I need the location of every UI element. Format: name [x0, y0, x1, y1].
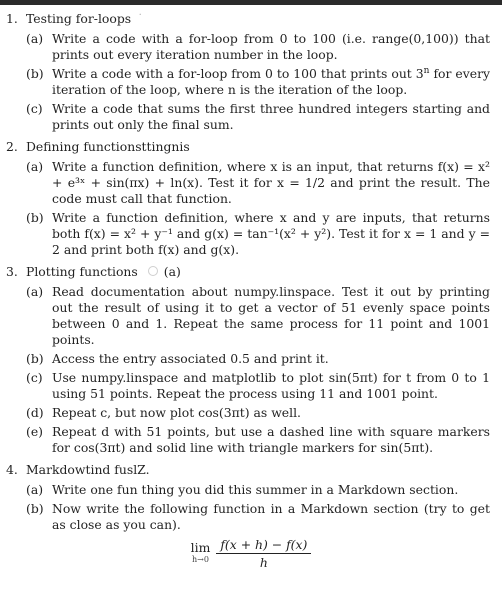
section-2: [6, 139, 496, 258]
item-list: [6, 284, 496, 456]
item-list: [6, 159, 496, 258]
section-heading-extra: (a): [163, 264, 181, 279]
section-4: [6, 462, 496, 570]
document-page: [0, 11, 502, 570]
faint-mark-icon: ˙: [137, 11, 144, 26]
section-title: [6, 11, 496, 27]
list-item: (b) Now write the following function in a Markdown section (try to get as close as you can).: [26, 501, 490, 532]
list-item: (a) Read documentation about numpy.linspace. Test it out by printing out the result of using it to get a vector of 51 evenly space points between 0 and 1. Repeat the same process for 11 point and 1001 points.: [26, 284, 490, 347]
limit-operator: lim h→0: [190, 539, 211, 564]
limit-formula: [6, 537, 496, 570]
item-list: [6, 482, 496, 533]
item-list: [6, 31, 496, 133]
top-bar: [0, 0, 502, 5]
list-item: (a) Write a code with a for-loop from 0 to 100 (i.e. range(0,100)) that prints out every iteration number in the loop.: [26, 31, 490, 62]
section-heading: Testing for-loops: [26, 11, 132, 26]
list-item: (c) Write a code that sums the first three hundred integers starting and prints out only the final sum.: [26, 101, 490, 132]
list-item: (b) Access the entry associated 0.5 and print it.: [26, 351, 329, 366]
section-title: 2. Defining functionsttingnis: [6, 139, 190, 154]
list-item: (c) Use numpy.linspace and matplotlib to plot sin(5πt) for t from 0 to 1 using 51 points. Repeat the process using 11 and 1001 point.: [26, 370, 490, 401]
denominator: h: [259, 555, 268, 570]
section-title: 4. Markdowtind fuslZ.: [6, 462, 150, 477]
numerator: f(x + h) − f(x): [216, 537, 311, 554]
section-number: 1.: [6, 11, 18, 26]
section-1: [6, 11, 496, 133]
list-item: (b) Write a code with a for-loop from 0 to 100 that prints out 3$^n$ for every iteration of the loop, where n is the iteration of the loop.: [26, 65, 491, 97]
fraction: [216, 537, 311, 570]
section-3: [6, 264, 496, 456]
section-title: 3. Plotting functions (a): [6, 264, 181, 279]
faint-circle-icon: [148, 266, 158, 276]
list-item: (d) Repeat c, but now plot cos(3πt) as well.: [26, 405, 301, 420]
list-item: (a) Write a function definition, where x is an input, that returns f(x) = x² + e³ˣ + sin(πx) + ln(x). Test it for x = 1/2 and print the result. The code must call that function.: [26, 159, 490, 206]
list-item: (a) Write one fun thing you did this summer in a Markdown section.: [26, 482, 459, 497]
list-item: (e) Repeat d with 51 points, but use a dashed line with square markers for cos(3πt) and solid line with triangle markers for sin(5πt).: [26, 424, 490, 455]
list-item: (b) Write a function definition, where x and y are inputs, that returns both f(x) = x² + y⁻¹ and g(x) = tan⁻¹(x² + y²). Test it for x = 1 and y = 2 and print both f(x) and g(x).: [26, 210, 490, 257]
